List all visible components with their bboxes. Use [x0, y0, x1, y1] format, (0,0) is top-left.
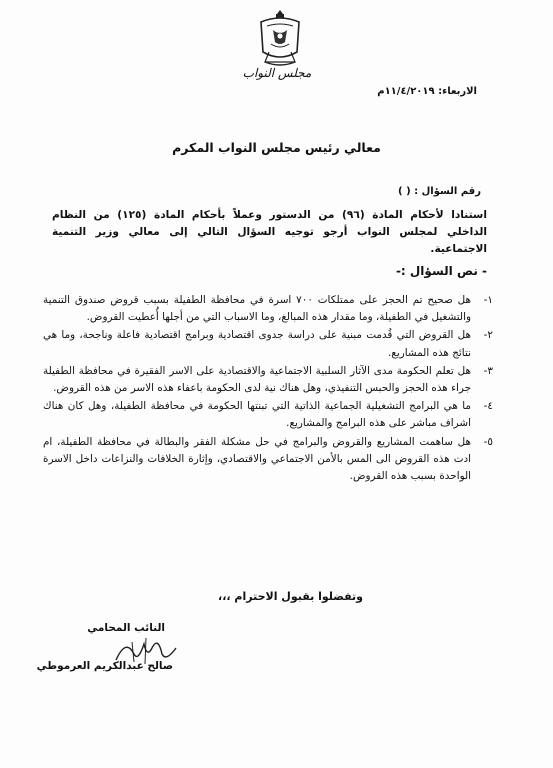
question-num: ٤-: [483, 400, 493, 413]
question-text: هل القروض التي قُدمت مبنية على دراسة جدوى اقتصادية وبرامج اقتصادية فاعلة وناجحة، وما هي نتائج هذه المشاريع.: [43, 329, 471, 359]
jordan-coat-of-arms-icon: [255, 8, 305, 70]
question-text: هل صحيح تم الحجز على ممتلكات ٧٠٠ اسرة في محافظة الطفيلة بسبب قروض صندوق التنمية والتشغيل في الطفيلة، وما مقدار هذه المبالغ، وما الاسباب التي من أجلها أُعطيت القروض.: [43, 294, 471, 324]
question-text: هل تعلم الحكومة مدى الآثار السلبية الاجتماعية والاقتصادية على الاسر الفقيرة في محافظة الطفيلة جراء هذه الحجز والحبس التنفيذي، وهل هناك نية لدى الحكومة باعفاء هذه الاسر من هذه القروض.: [43, 364, 471, 395]
question-num: ٣-: [483, 364, 493, 377]
list-item: [43, 363, 493, 397]
letter-date: الاربعاء: ١١/٤/٢٠١٩م: [377, 86, 477, 97]
addressee: معالي رئيس مجلس النواب المكرم: [172, 140, 381, 155]
question-num: ٢-: [483, 329, 493, 342]
list-item: [43, 398, 493, 432]
question-num: ٥-: [483, 435, 493, 448]
council-name: مجلس النواب: [242, 66, 312, 80]
list-item: [43, 327, 493, 361]
signatory-name: صالح عبدالكريم العرموطي: [36, 660, 173, 672]
intro-paragraph: استنادا لأحكام المادة (٩٦) من الدستور وعملاً بأحكام المادة (١٢٥) من النظام الداخلي لمجلس النواب أرجو توجيه السؤال التالي إلى معالي وزير التنمية الاجتماعية.: [52, 209, 487, 255]
question-num: ١-: [483, 294, 493, 306]
list-item: [43, 292, 493, 326]
signatory-title: النائب المحامي: [87, 622, 165, 634]
question-text: هل ساهمت المشاريع والقروض والبرامج في حل مشكلة الفقر والبطالة في محافظة الطفيلة، ام ادت هذه القروض الى المس بالأمن الاجتماعي والاقتصادي، وإثارة الخلافات والنزاعات داخل الاسرة الواحدة بسبب هذه القروض.: [43, 435, 471, 483]
question-text: ما هي البرامج التشغيلية الجماعية الذاتية التي تبنتها الحكومة في محافظة الطفيلة، وهل كان هناك اشراف مباشر على هذه البرامج والمشاريع.: [43, 400, 471, 430]
list-item: [43, 434, 493, 486]
questions-list: [43, 292, 493, 486]
question-heading: - نص السؤال :-: [395, 264, 487, 278]
question-number: رقم السؤال : ( ): [398, 186, 481, 197]
closing-line: وتفضلوا بقبول الاحترام ،،،: [218, 590, 363, 603]
